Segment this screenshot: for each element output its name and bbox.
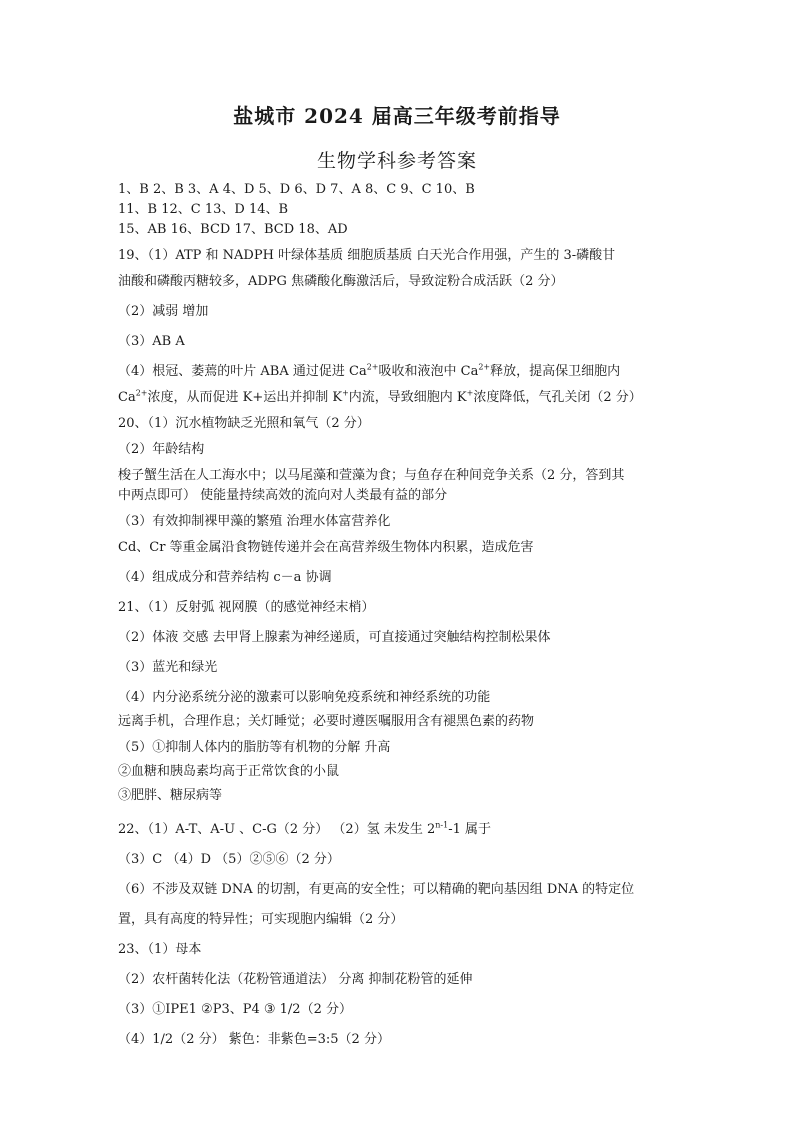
answer-line-q22-3: （3）C （4）D （5）②⑤⑥（2 分） <box>118 852 340 867</box>
answer-line-mc-15-18: 15、AB 16、BCD 17、BCD 18、AD <box>118 222 348 237</box>
q22-text-a: 22、（1）A-T、A-U 、C-G（2 分） （2）氢 未发生 2 <box>118 822 436 837</box>
q19-4-text-f: 内流，导致细胞内 K <box>348 390 467 405</box>
q19-4-text-c: 释放，提高保卫细胞内 <box>490 364 621 379</box>
n-superscript: n-1 <box>435 820 449 830</box>
answer-line-q21-4: （4）内分泌系统分泌的激素可以影响免疫系统和神经系统的功能 <box>118 690 491 705</box>
answer-line-q21-5: （5）①抑制人体内的脂肪等有机物的分解 升高 <box>118 740 391 755</box>
answer-line-q19-2: （2）减弱 增加 <box>118 304 209 319</box>
k-superscript: + <box>342 388 349 398</box>
q19-4-text-d: Ca <box>118 390 136 405</box>
ca-superscript: 2+ <box>478 362 491 372</box>
answer-line-q20-2-b: 中两点即可） 使能量持续高效的流向对人类最有益的部分 <box>118 488 448 503</box>
answer-line-q21-5-c: ③肥胖、糖尿病等 <box>118 788 223 803</box>
answer-line-q22-6-cont: 置，具有高度的特异性；可实现胞内编辑（2 分） <box>118 912 404 927</box>
q19-4-text-a: （4）根冠、萎蔫的叶片 ABA 通过促进 Ca <box>118 364 367 379</box>
answer-line-q21-2: （2）体液 交感 去甲肾上腺素为神经递质，可直接通过突触结构控制松果体 <box>118 630 551 645</box>
q19-4-text-g: 浓度降低，气孔关闭（2 分） <box>473 390 642 405</box>
ca-superscript: 2+ <box>366 362 379 372</box>
answer-line-q19-1: 19、（1）ATP 和 NADPH 叶绿体基质 细胞质基质 白天光合作用强，产生的 3-磷酸甘 <box>118 248 616 263</box>
answer-line-q19-4-cont <box>118 388 688 408</box>
q22-text-b: -1 属于 <box>448 822 491 837</box>
answer-line-q23-1: 23、（1）母本 <box>118 942 202 957</box>
answer-line-q21-4-a: 远离手机，合理作息；关灯睡觉；必要时遵医嘱服用含有褪黑色素的药物 <box>118 714 535 729</box>
answer-line-mc-11-14: 11、B 12、C 13、D 14、B <box>118 202 289 217</box>
answer-line-q21-1: 21、（1）反射弧 视网膜（的感觉神经末梢） <box>118 600 375 615</box>
page-subtitle: 生物学科参考答案 <box>316 150 477 172</box>
answer-line-q19-4 <box>118 362 688 382</box>
answer-line-q20-3: （3）有效抑制裸甲藻的繁殖 治理水体富营养化 <box>118 514 391 529</box>
q19-4-text-b: 吸收和液泡中 Ca <box>378 364 479 379</box>
ca-superscript: 2+ <box>135 388 148 398</box>
answer-line-q23-2: （2）农杆菌转化法（花粉管通道法） 分离 抑制花粉管的延伸 <box>118 972 473 987</box>
answer-line-q20-2: （2）年龄结构 <box>118 442 205 457</box>
answer-line-q23-4: （4）1/2（2 分） 紫色：非紫色=3:5（2 分） <box>118 1032 390 1047</box>
q19-4-text-e: 浓度，从而促进 K+运出并抑制 K <box>147 390 343 405</box>
answer-line-q21-3: （3）蓝光和绿光 <box>118 660 218 675</box>
answer-line-q19-1-cont: 油酸和磷酸丙糖较多，ADPG 焦磷酸化酶激活后，导致淀粉合成活跃（2 分） <box>118 274 564 289</box>
answer-line-q22-6: （6）不涉及双链 DNA 的切割，有更高的安全性；可以精确的靶向基因组 DNA 的特定位 <box>118 882 635 897</box>
k-superscript: + <box>466 388 474 398</box>
answer-line-q23-3: （3）①IPE1 ②P3、P4 ③ 1/2（2 分） <box>118 1002 352 1017</box>
page-title: 盐城市 2024 届高三年级考前指导 <box>233 104 561 128</box>
answer-line-q19-3: （3）AB A <box>118 334 185 349</box>
answer-line-q20-3-a: Cd、Cr 等重金属沿食物链传递并会在高营养级生物体内积累，造成危害 <box>118 540 534 555</box>
answer-line-q20-2-a: 梭子蟹生活在人工海水中；以马尾藻和萱藻为食；与鱼存在种间竞争关系（2 分，答到其 <box>118 468 625 483</box>
answer-line-q20-1: 20、（1）沉水植物缺乏光照和氧气（2 分） <box>118 416 370 431</box>
answer-line-q21-5-b: ②血糖和胰岛素均高于正常饮食的小鼠 <box>118 764 340 779</box>
answer-body <box>118 180 688 1050</box>
answer-line-q20-4: （4）组成成分和营养结构 c－a 协调 <box>118 570 332 585</box>
answer-line-mc-1-10: 1、B 2、B 3、A 4、D 5、D 6、D 7、A 8、C 9、C 10、B <box>118 182 475 197</box>
answer-line-q22-1 <box>118 820 688 840</box>
